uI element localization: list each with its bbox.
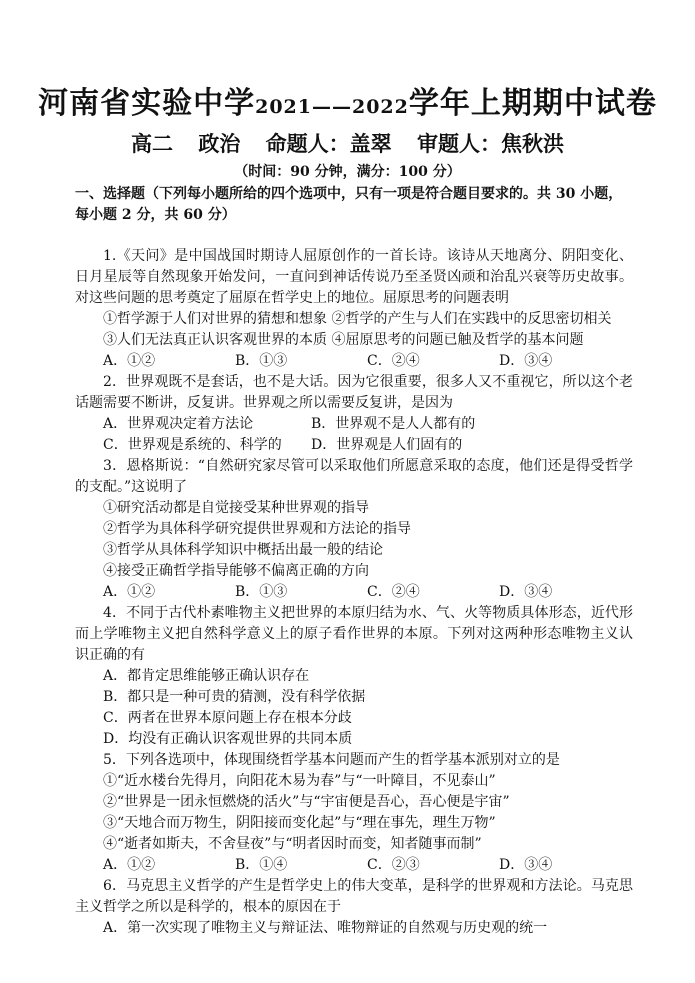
section-heading (75, 184, 635, 226)
question-stem: 1.《天问》是中国战国时期诗人屈原创作的一首长诗。该诗从天地离分、阴阳变化、日月星辰等自然现象开始发问，一直问到神话传说乃至圣贤凶顽和治乱兴衰等历史故事。对这些问题的思考奠定了屈原在哲学史上的地位。屈原思考的问题表明 (75, 248, 633, 306)
option-b: B．都只是一种可贵的猜测，没有科学依据 (103, 689, 366, 705)
title-years: 2021——2022 (255, 96, 409, 118)
option-c: C．②④ (367, 353, 420, 369)
time-and-score: （时间：90 分钟，满分：100 分） (234, 164, 461, 180)
option-a: A．①② (103, 857, 156, 873)
option-b: B．①③ (235, 584, 288, 600)
section-instructions: （下列每小题所给的四个选项中，只有一项是符合题目要求的。共 30 小题，每小题 2 分，共 60 分） (75, 186, 623, 223)
answer-options (75, 414, 633, 435)
exam-subtitle (0, 128, 695, 158)
statement-line: ②“世界是一团永恒燃烧的活火”与“宇宙便是吾心，吾心便是宇宙” (103, 794, 510, 810)
question-4 (75, 603, 633, 750)
question-stem: 2．世界观既不是套话，也不是大话。因为它很重要，很多人又不重视它，所以这个老话题需要不断讲，反复讲。世界观之所以需要反复讲，是因为 (75, 374, 633, 411)
question-stem: 3．恩格斯说：“自然研究家尽管可以采取他们所愿意采取的态度，他们还是得受哲学的支配。”这说明了 (75, 458, 633, 495)
statement-line: ①“近水楼台先得月，向阳花木易为春”与“一叶障目，不见泰山” (103, 773, 496, 789)
statement-line: ②哲学为具体科学研究提供世界观和方法论的指导 (103, 521, 411, 537)
title-term: 学年上期期中试卷 (408, 86, 657, 121)
statement-line: ③人们无法真正认识客观世界的本质 ④屈原思考的问题已触及哲学的基本问题 (103, 332, 584, 348)
answer-options (75, 855, 633, 876)
option-a: A．①② (103, 353, 156, 369)
question-1 (75, 246, 633, 372)
option-a: A．第一次实现了唯物主义与辩证法、唯物辩证的自然观与历史观的统一 (103, 920, 548, 936)
subject-label: 政治 (198, 131, 241, 156)
reviewer-label: 审题人：焦秋洪 (416, 131, 564, 156)
option-d: D．均没有正确认识客观世界的共同本质 (103, 731, 353, 747)
question-stem: 4．不同于古代朴素唯物主义把世界的本原归结为水、气、火等物质具体形态，近代形而上学唯物主义把自然科学意义上的原子看作世界的本原。下列对这两种形态唯物主义认识正确的有 (75, 605, 633, 663)
option-b: B．世界观不是人人都有的 (311, 416, 476, 432)
option-d: D．世界观是人们固有的 (311, 437, 463, 453)
question-stem: 6．马克思主义哲学的产生是哲学史上的伟大变革，是科学的世界观和方法论。马克思主义哲学之所以是科学的，根本的原因在于 (75, 878, 633, 915)
question-2 (75, 372, 633, 456)
option-b: B．①④ (235, 857, 288, 873)
answer-options (75, 435, 633, 456)
question-3 (75, 456, 633, 603)
statement-line: ④“逝者如斯夫，不舍昼夜”与“明者因时而变，知者随事而制” (103, 836, 482, 852)
statement-line: ①哲学源于人们对世界的猜想和想象 ②哲学的产生与人们在实践中的反思密切相关 (103, 311, 612, 327)
option-d: D．③④ (499, 584, 553, 600)
option-b: B．①③ (235, 353, 288, 369)
option-a: A．世界观决定着方法论 (103, 416, 254, 432)
statement-line: ④接受正确哲学指导能够不偏离正确的方向 (103, 563, 369, 579)
statement-line: ①研究活动都是自觉接受某种世界观的指导 (103, 500, 369, 516)
grade-label: 高二 (131, 131, 174, 156)
title-school: 河南省实验中学 (38, 86, 256, 121)
exam-title (0, 78, 695, 122)
option-c: C．两者在世界本原问题上存在根本分歧 (103, 710, 352, 726)
answer-options (75, 351, 633, 372)
setter-label: 命题人：盖翠 (265, 131, 392, 156)
answer-options (75, 582, 633, 603)
option-a: A．①② (103, 584, 156, 600)
option-d: D．③④ (499, 353, 553, 369)
statement-line: ③“天地合而万物生，阴阳接而变化起”与“理在事先，理生万物” (103, 815, 496, 831)
statement-line: ③哲学从具体科学知识中概括出最一般的结论 (103, 542, 383, 558)
option-c: C．②③ (367, 857, 420, 873)
section-title: 一、选择题 (75, 186, 145, 202)
option-c: C．②④ (367, 584, 420, 600)
question-5 (75, 750, 633, 876)
option-a: A．都肯定思维能够正确认识存在 (103, 668, 310, 684)
option-c: C．世界观是系统的、科学的 (103, 437, 282, 453)
question-list (75, 246, 633, 939)
question-stem: 5．下列各选项中，体现围绕哲学基本问题而产生的哲学基本派别对立的是 (103, 752, 560, 768)
question-6 (75, 876, 633, 939)
option-d: D．③④ (499, 857, 553, 873)
